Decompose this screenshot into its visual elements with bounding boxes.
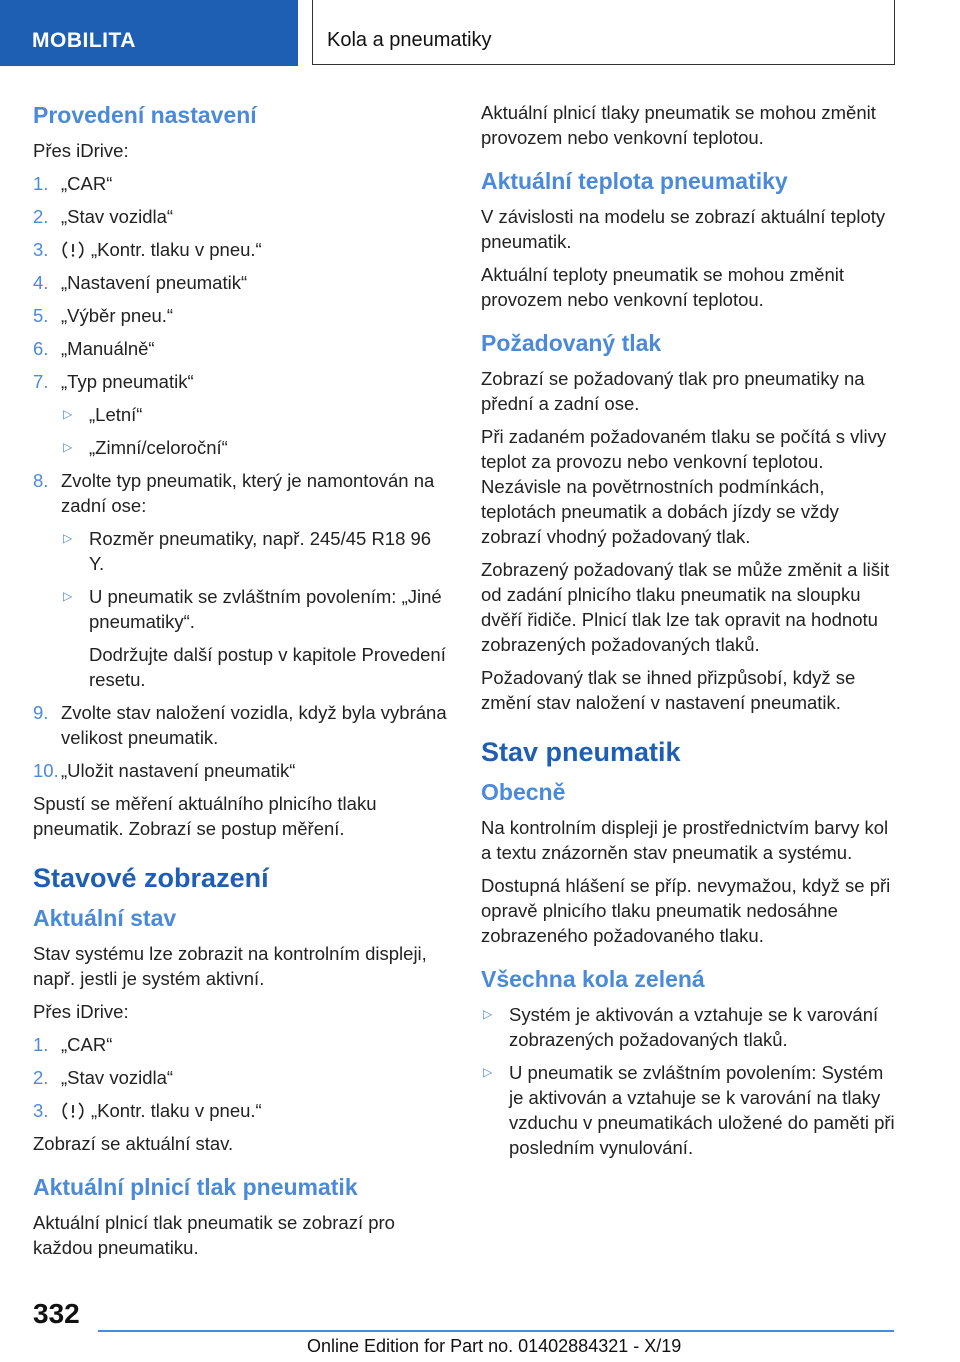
paragraph: Přes iDrive:	[33, 1001, 129, 1022]
paragraph: Aktuální plnicí tlaky pneumatik se mohou změnit provozem nebo venkovní teplotou.	[481, 102, 876, 148]
triangle-right-icon: ▷	[483, 1007, 493, 1021]
list-item: 9. Zvolte stav naložení vozidla, když byla vybrána velikost pneumatik.	[33, 702, 447, 748]
list-number: 1.	[33, 173, 49, 194]
list-item: 1. „CAR“	[33, 1034, 113, 1055]
paragraph: Při zadaném požadovaném tlaku se počítá s vlivy teplot za provozu nebo venkovní teplotou. Nezávisle na povětrnostních podmínkách, teplotách pneumatik a dobách jízdy se vždy zobrazí vhodný požadovaný tlak.	[481, 426, 887, 547]
list-number: 4.	[33, 272, 49, 293]
numbered-list	[33, 171, 448, 783]
list-item: 2. „Stav vozidla“	[33, 1067, 174, 1088]
paragraph: Spustí se měření aktuálního plnicího tlaku pneumatik. Zobrazí se postup měření.	[33, 793, 377, 839]
header-section-label: MOBILITA	[32, 29, 136, 52]
list-number: 5.	[33, 305, 49, 326]
paragraph: Zobrazí se požadovaný tlak pro pneumatiky na přední a zadní ose.	[481, 368, 865, 414]
list-number: 6.	[33, 338, 49, 359]
bullet-item: ▷ „Zimní/celoroční“	[63, 437, 228, 458]
bullet-item: ▷ „Letní“	[63, 404, 143, 425]
paragraph: V závislosti na modelu se zobrazí aktuální teploty pneumatik.	[481, 206, 886, 252]
list-number: 10.	[33, 760, 59, 781]
bullet-item: ▷ Rozměr pneumatiky, např. 245/45 R18 96 Y.	[63, 528, 432, 574]
right-column	[481, 100, 896, 1168]
list-item: 6. „Manuálně“	[33, 338, 155, 359]
list-number: 1.	[33, 1034, 49, 1055]
heading-stav-pneumatik: Stav pneumatik	[481, 737, 681, 767]
header-section-tab	[0, 0, 298, 66]
footer-edition: Online Edition for Part no. 01402884321 - X/19	[307, 1336, 682, 1356]
list-item: 8. Zvolte typ pneumatik, který je namontován na zadní ose: ▷ Rozměr pneumatiky, např. 245/45 R18 96 Y. ▷ U pneumatik se zvláštním povolením: „Jiné pneumatiky“. Dodržujte další postup v kapitole Provedení resetu.	[33, 468, 448, 692]
paragraph: Aktuální plnicí tlak pneumatik se zobrazí pro každou pneumatiku.	[33, 1212, 395, 1258]
triangle-right-icon: ▷	[63, 440, 73, 454]
list-number: 8.	[33, 470, 49, 491]
list-number: 2.	[33, 206, 49, 227]
list-item: 10. „Uložit nastavení pneumatik“	[33, 760, 296, 781]
tire-pressure-warning-icon	[61, 240, 85, 260]
list-item: 4. „Nastavení pneumatik“	[33, 272, 248, 293]
heading-pozadovany-tlak: Požadovaný tlak	[481, 330, 662, 356]
paragraph: Aktuální teploty pneumatik se mohou změnit provozem nebo venkovní teplotou.	[481, 264, 844, 310]
bullet-list	[481, 1002, 896, 1160]
heading-stavove-zobrazeni: Stavové zobrazení	[33, 863, 269, 893]
list-number: 9.	[33, 702, 49, 723]
list-number: 3.	[33, 1100, 49, 1121]
heading-aktualni-teplota: Aktuální teplota pneumatiky	[481, 168, 788, 194]
triangle-right-icon: ▷	[63, 407, 73, 421]
heading-aktualni-plnici-tlak: Aktuální plnicí tlak pneumatik	[33, 1174, 358, 1200]
bullet-item: ▷ U pneumatik se zvláštním povolením: „Jiné pneumatiky“. Dodržujte další postup v kapitole Provedení resetu.	[61, 584, 448, 692]
footer-divider	[98, 1330, 894, 1332]
bullet-extra-text: Dodržujte další postup v kapitole Provedení resetu.	[89, 644, 446, 690]
list-item: 2. „Stav vozidla“	[33, 206, 174, 227]
list-item: 3. „Kontr. tlaku v pneu.“	[33, 1100, 262, 1121]
list-item: 5. „Výběr pneu.“	[33, 305, 174, 326]
heading-provedeni-nastaveni: Provedení nastavení	[33, 102, 257, 128]
list-item: 3. „Kontr. tlaku v pneu.“	[33, 239, 262, 260]
numbered-list	[33, 1032, 448, 1123]
list-number: 7.	[33, 371, 49, 392]
heading-obecne: Obecně	[481, 779, 566, 805]
paragraph: Zobrazený požadovaný tlak se může změnit a lišit od zadání plnicího tlaku pneumatik na sloupku dvěří řidiče. Plnicí tlak lze tak opravit na hodnotu zobrazených požadovaných tlaků.	[481, 559, 890, 655]
list-number: 2.	[33, 1067, 49, 1088]
paragraph: Dostupná hlášení se příp. nevymažou, když se při opravě plnicího tlaku pneumatik nedosáhne zobrazeného požadovaného tlaku.	[481, 875, 891, 946]
bullet-item: ▷ Systém je aktivován a vztahuje se k varování zobrazených požadovaných tlaků.	[483, 1004, 879, 1050]
triangle-right-icon: ▷	[483, 1065, 493, 1079]
paragraph: Požadovaný tlak se ihned přizpůsobí, když se změní stav naložení v nastavení pneumatik.	[481, 667, 856, 713]
header-chapter-box	[312, 0, 895, 65]
triangle-right-icon: ▷	[63, 531, 73, 545]
tire-pressure-warning-icon	[61, 1101, 85, 1121]
paragraph: Zobrazí se aktuální stav.	[33, 1133, 234, 1154]
paragraph: Stav systému lze zobrazit na kontrolním displeji, např. jestli je systém aktivní.	[33, 943, 427, 989]
triangle-right-icon: ▷	[63, 589, 73, 603]
bullet-item: ▷ U pneumatik se zvláštním povolením: Systém je aktivován a vztahuje se k varování na tlaky vzduchu v pneumatikách uložené do paměti při posledním vynulování.	[483, 1062, 895, 1158]
heading-vsechna-kola-zelena: Všechna kola zelená	[481, 966, 705, 992]
bullet-list	[61, 402, 448, 460]
list-item: 7. „Typ pneumatik“ ▷ „Letní“ ▷ „Zimní/celoroční“	[33, 369, 448, 460]
bullet-list	[61, 526, 448, 692]
list-number: 3.	[33, 239, 49, 260]
paragraph: Na kontrolním displeji je prostřednictvím barvy kol a textu znázorněn stav pneumatik a systému.	[481, 817, 889, 863]
left-column	[33, 100, 448, 1268]
heading-aktualni-stav: Aktuální stav	[33, 905, 177, 931]
list-item: 1. „CAR“	[33, 173, 113, 194]
page-number: 332	[33, 1298, 80, 1329]
paragraph: Přes iDrive:	[33, 140, 129, 161]
header-chapter-label: Kola a pneumatiky	[327, 29, 492, 51]
